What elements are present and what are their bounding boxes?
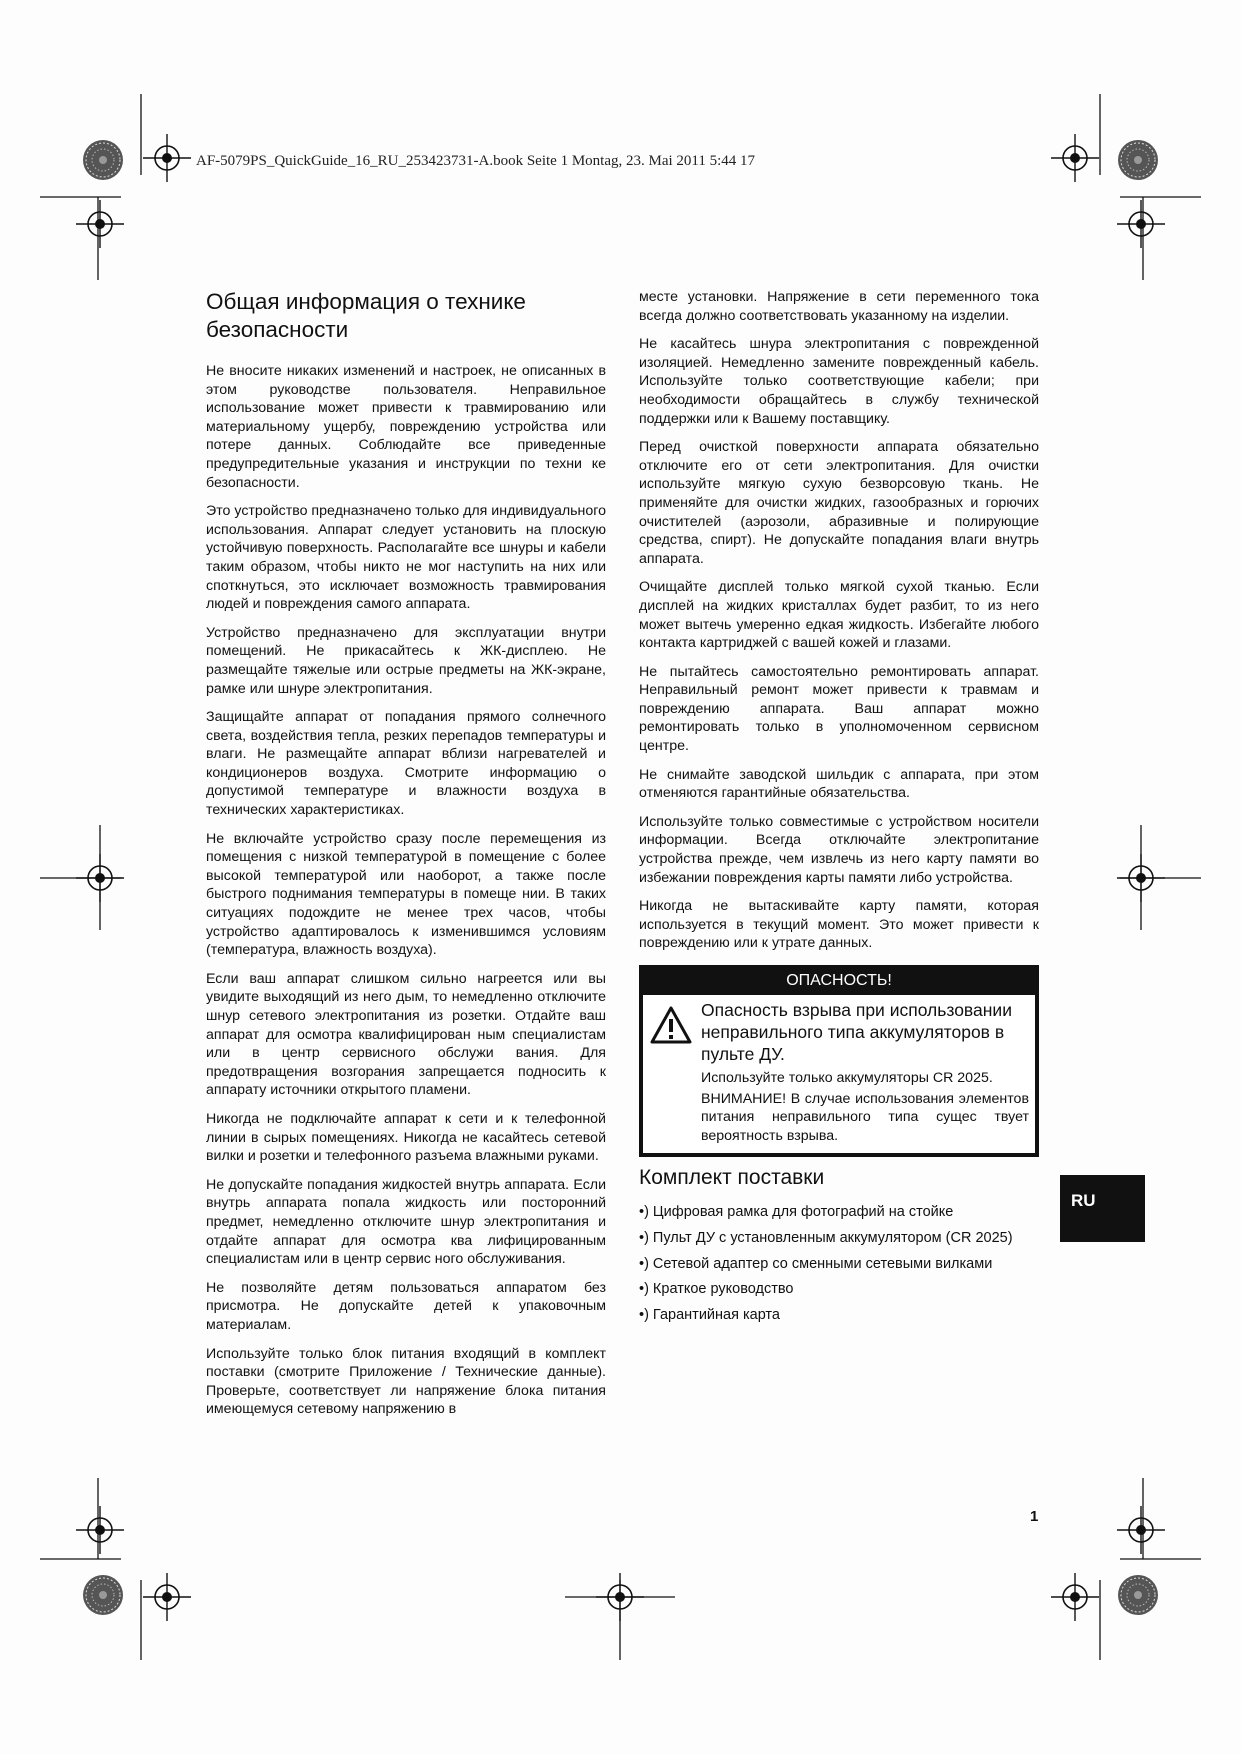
danger-heading: ОПАСНОСТЬ! [643, 969, 1035, 995]
paragraph: Очищайте дисплей только мягкой сухой тканью. Если дисплей на жидких кристаллах будет разбит, то из него может вытечь умеренно едкая жидкость. Избегайте любого контакта картриджей с вашей кожей и глазами. [639, 579, 1039, 652]
paragraph: Не касайтесь шнура электропитания с поврежденной изоляцией. Немедленно замените поврежденный кабель. Используйте только соответствующие кабели; при необходимости обращайтесь в службу технической поддержки или к Вашему поставщику. [639, 336, 1039, 427]
paragraph: Используйте только блок питания входящий в комплект поставки (смотрите Приложение / Технические данные). Проверьте, соответствует ли напряжение блока питания имеющемуся сетевому напряжению в [206, 1345, 606, 1418]
paragraph: месте установки. Напряжение в сети переменного тока всегда должно соответствовать указанному на изделии. [639, 289, 1039, 324]
paragraph: Не допускайте попадания жидкостей внутрь аппарата. Если внутрь аппарата попала жидкость или посторонний предмет, немедленно отключите шнур электропитания и отдайте аппарат для осмотра ква лифицированным специалистам или в центр сервис ного обслуживания. [206, 1176, 606, 1268]
paragraph: Не снимайте заводской шильдик с аппарата, при этом отменяются гарантийные обязательства. [639, 766, 1039, 802]
warning-triangle-icon [649, 999, 701, 1147]
danger-main-text: Опасность взрыва при использовании неправильного типа аккумуляторов в пульте ДУ. [701, 1000, 1012, 1064]
paragraph: Никогда не вытаскивайте карту памяти, которая используется в текущий момент. Это может привести к повреждению или к утрате данных. [639, 898, 1039, 952]
paragraph: Не включайте устройство сразу после перемещения из помещения с низкой температурой в помещение с более высокой температурой или наоборот, а также после быстрого поднимания температуры в помеще нии. В таких ситуациях подождите не менее трех часов, чтобы устройство адаптировалось к изменившимся условиям (температура, влажность воздуха). [206, 830, 606, 959]
danger-box [639, 965, 1039, 1157]
left-column [206, 288, 606, 1429]
paragraph: Это устройство предназначено только для индивидуального использования. Аппарат следует установить на плоскую устойчивую поверхность. Располагайте все шнуры и кабели таким образом, чтобы никто не мог наступить на них или споткнуться, это исключает возможность травмирования людей и повреждения самого аппарата. [206, 503, 606, 613]
danger-instruction: Используйте только аккумуляторы CR 2025. [701, 1070, 993, 1086]
paragraph: Никогда не подключайте аппарат к сети и к телефонной линии в сырых помещениях. Никогда не касайтесь сетевой вилки и розетки и телефонного разъема влажными руками. [206, 1110, 606, 1165]
paragraph: Защищайте аппарат от попадания прямого солнечного света, воздействия тепла, резких перепадов температуры и влаги. Не размещайте аппарат вблизи нагревателей и кондиционеров воздуха. Смотрите информацию о допустимой температуре и влажности воздуха в технических характеристиках. [206, 709, 606, 819]
paragraph: Используйте только совместимые с устройством носители информации. Всегда отключайте электропитание устройства прежде, чем извлечь из него карту памяти во избежании повреждения карты памяти либо устройства. [639, 813, 1039, 886]
paragraph: Не позволяйте детям пользоваться аппаратом без присмотра. Не допускайте детей к упаковочным материалам. [206, 1279, 606, 1333]
paragraph: Не пытайтесь самостоятельно ремонтировать аппарат. Неправильный ремонт может привести к травмам и повреждению аппарата. Ваш аппарат можно ремонтировать только в уполномоченном сервисном центре. [639, 663, 1039, 755]
list-item: •) Пульт ДУ с установленным аккумулятором (CR 2025) [639, 1229, 1013, 1246]
contents-list [639, 1203, 1039, 1324]
list-item: •) Цифровая рамка для фотографий на стойке [639, 1204, 954, 1221]
list-item: •) Гарантийная карта [639, 1306, 780, 1323]
list-item: •) Сетевой адаптер со сменными сетевыми вилками [639, 1255, 993, 1272]
paragraph: Устройство предназначено для эксплуатации внутри помещений. Не прикасайтесь к ЖК-дисплею. Не размещайте тяжелые или острые предметы на ЖК-экране, рамке или шнуре электропитания. [206, 624, 606, 697]
list-item: •) Краткое руководство [639, 1281, 794, 1298]
safety-title: Общая информация о технике безопасности [206, 289, 526, 342]
paragraph: Не вносите никаких изменений и настроек, не описанных в этом руководстве пользователя. Неправильное использование может привести к травмированию или материальному ущербу, повреждению устройства или потере данных. Соблюдайте все приведенные предупредительные указания и инструкции по техни ке безопасности. [206, 363, 606, 491]
file-header: AF-5079PS_QuickGuide_16_RU_253423731-A.book Seite 1 Montag, 23. Mai 2011 5:44 17 [196, 153, 756, 169]
language-tab: RU [1060, 1175, 1145, 1242]
page-number: 1 [1030, 1508, 1039, 1525]
paragraph: Перед очисткой поверхности аппарата обязательно отключите его от сети электропитания. Для очистки используйте мягкую сухую безворсовую ткань. Не применяйте для очистки жидких, газообразных и горючих очистителей (аэрозоли, абразивные и полирующие средства, спирт). Не допускайте попадания влаги внутрь аппарата. [639, 439, 1039, 567]
contents-title: Комплект поставки [639, 1166, 825, 1190]
danger-attention: ВНИМАНИЕ! В случае использования элементов питания неправильного типа сущес твует вероятность взрыва. [701, 1090, 1029, 1144]
right-column [639, 288, 1039, 1331]
paragraph: Если ваш аппарат слишком сильно нагреется или вы увидите выходящий из него дым, то немедленно отключите шнур сетевого электропитания из розетки. Отдайте ваш аппарат для осмотра квалифицирован ным специалистам или в центр сервисного обслужи вания. Для предотвращения возгорания запрещается подносить к аппарату источники открытого пламени. [206, 970, 606, 1099]
